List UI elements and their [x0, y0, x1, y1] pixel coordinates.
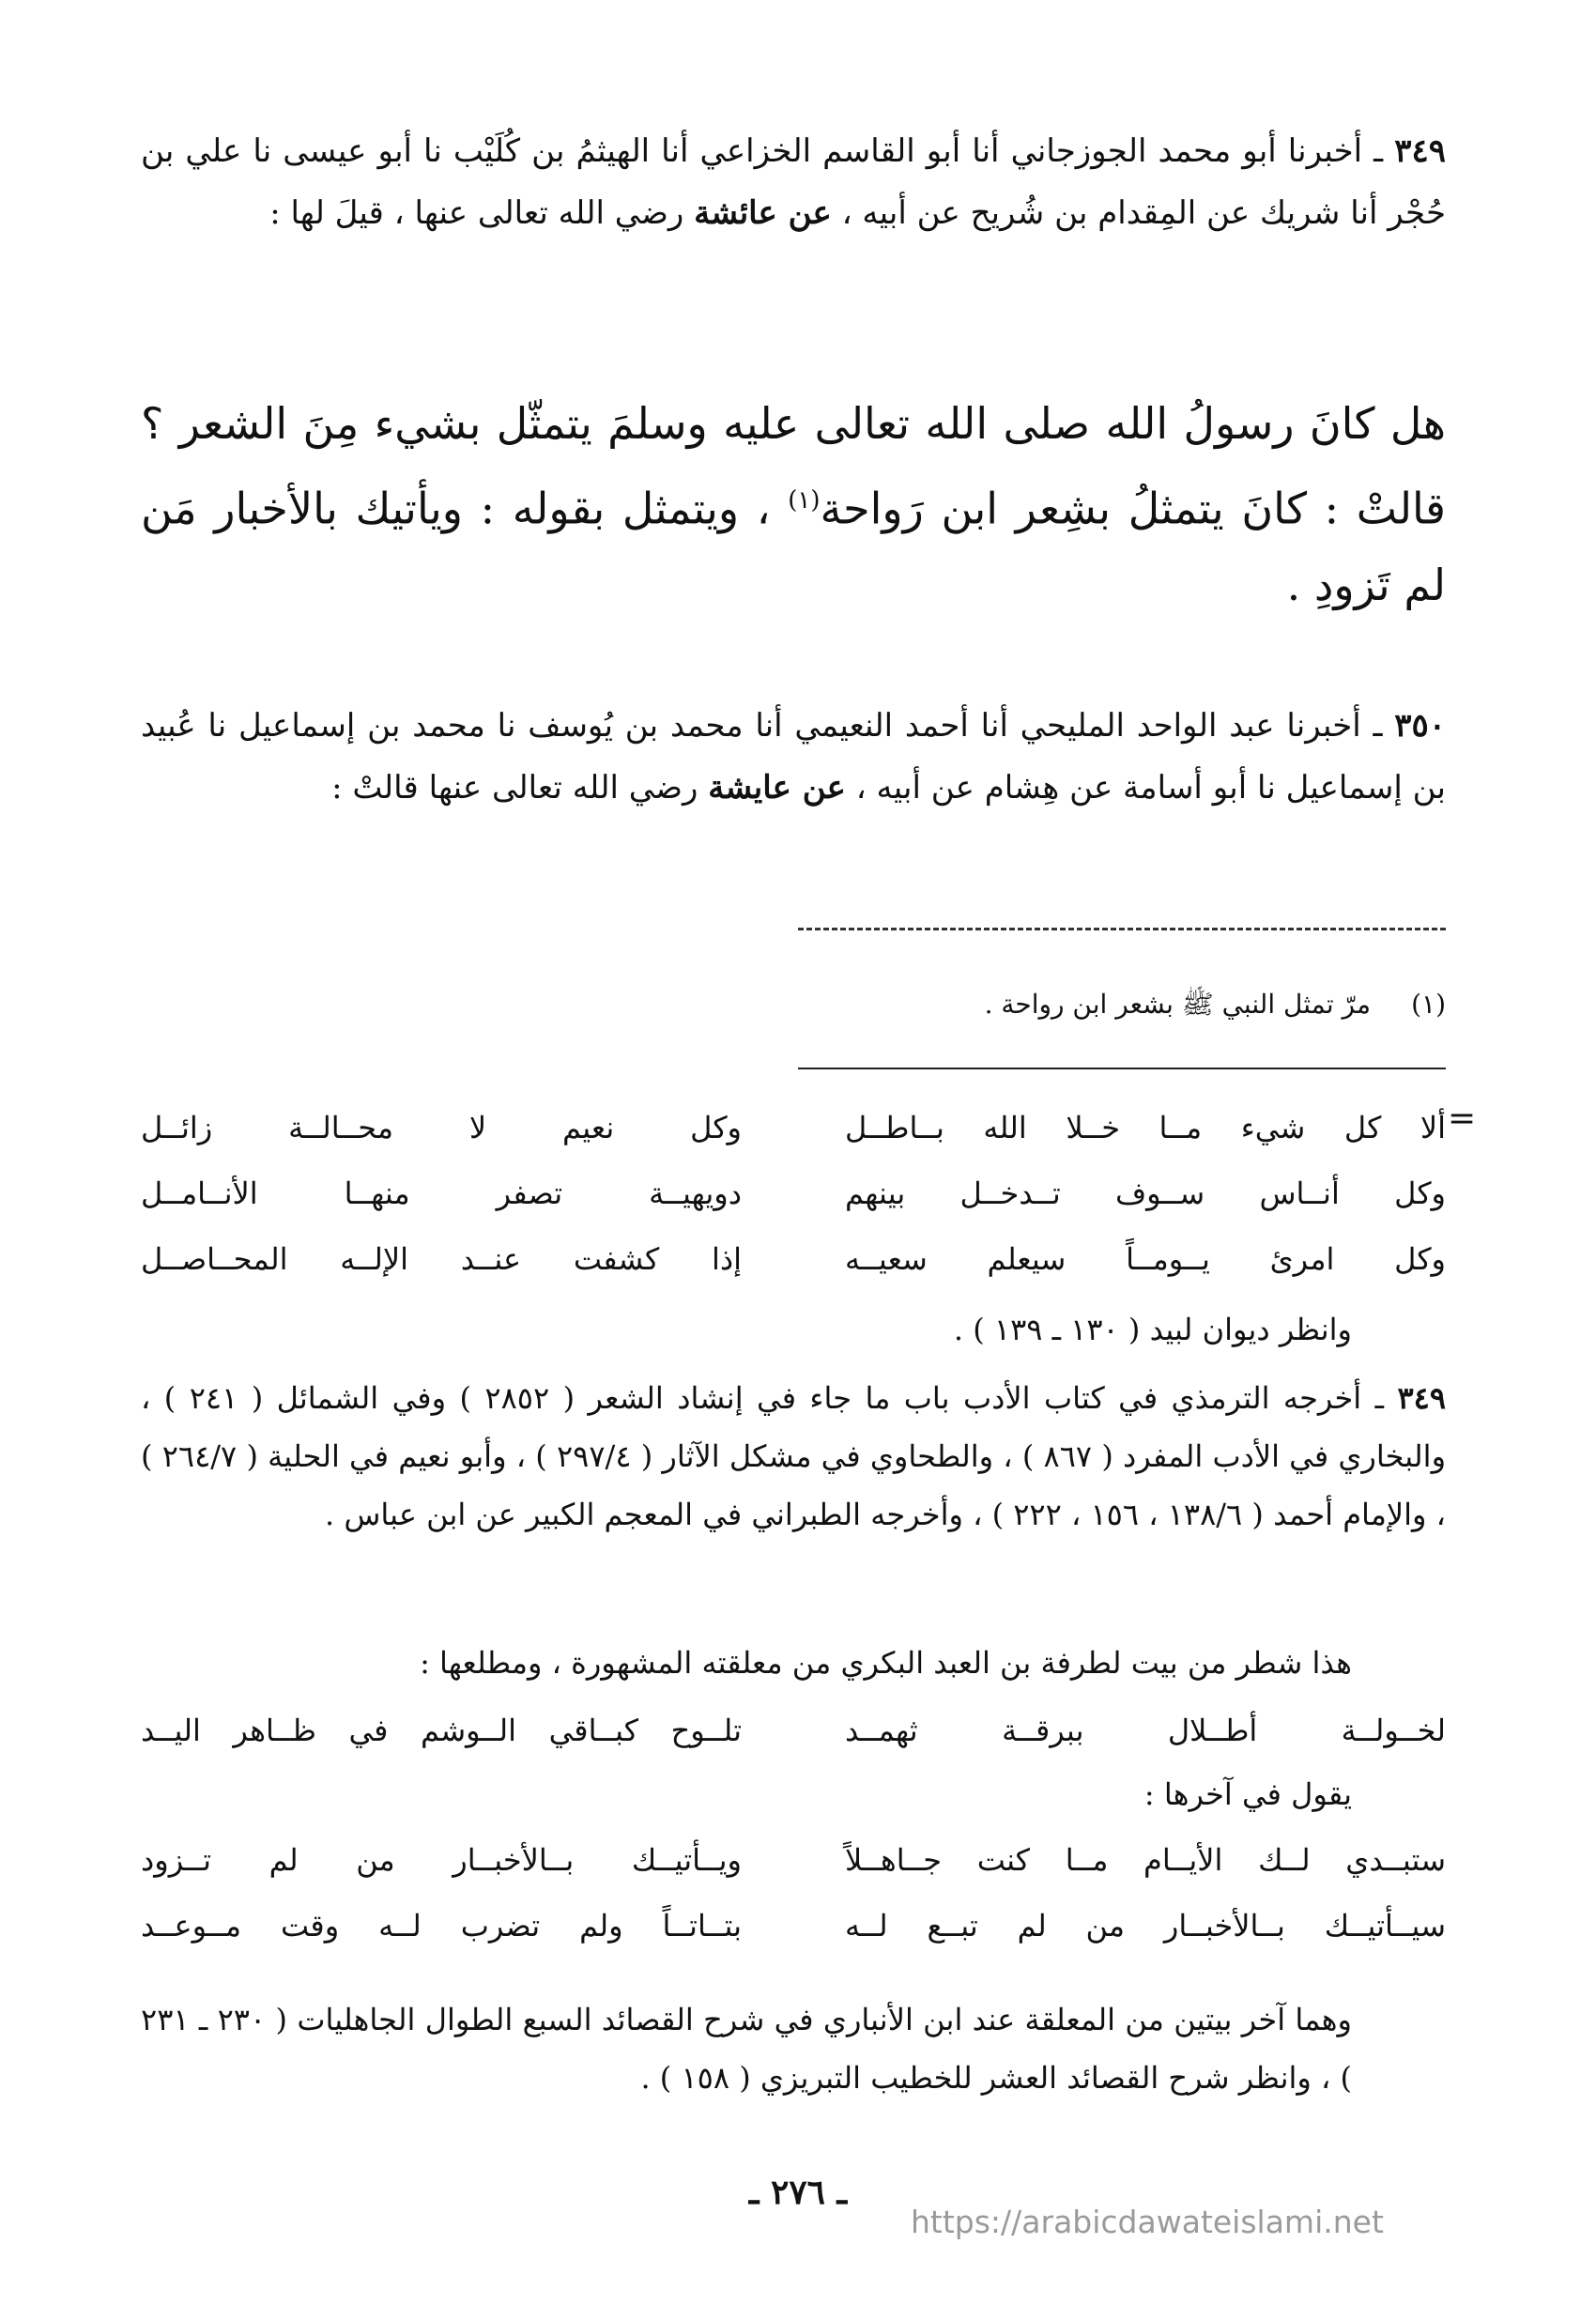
narrator-name: عن عايشة — [708, 769, 846, 807]
takhrij-number: ٣٤٩ — [1397, 1380, 1446, 1416]
verse-second-hemistich: ويــأتيــك بــالأخبــار من لم تــزود — [141, 1842, 742, 1878]
matn-text: هل كانَ رسولُ الله صلى الله تعالى عليه وسلمَ يتمثّل بشيء مِنَ الشعر ؟ قالتْ : كانَ يتمثلُ بشِعر ابن رَواحة — [141, 398, 1446, 534]
verse-second-hemistich: وكل نعيم لا محــالــة زائــل — [141, 1110, 742, 1145]
verse-first-hemistich: ستبــدي لــك الأيــام مــا كنت جــاهــلاً — [845, 1842, 1446, 1878]
verse-first-hemistich: لخــولــة أطــلال ببرقــة ثهمــد — [845, 1713, 1446, 1748]
isnad-text-end: رضي الله تعالى عنها قالتْ : — [331, 769, 709, 807]
note-tarafa: هذا شطر من بيت لطرفة بن العبد البكري من معلقته المشهورة ، ومطلعها : — [420, 1645, 1352, 1681]
verse-second-hemistich: بتــاتــاً ولم تضرب لــه وقت مــوعــد — [141, 1908, 742, 1944]
note-end: يقول في آخرها : — [1143, 1776, 1352, 1812]
poem-verse — [141, 1897, 1446, 1955]
isnad-text-end: رضي الله تعالى عنها ، قيلَ لها : — [269, 194, 695, 232]
footnote-marker: (١) — [1411, 989, 1446, 1020]
verse-second-hemistich: تلــوح كبــاقي الــوشم في ظــاهر اليــد — [141, 1713, 742, 1748]
horizontal-rule — [798, 1068, 1446, 1069]
isnad-text: ـ أخبرنا أبو محمد الجوزجاني أنا أبو القاسم الخزاعي أنا الهيثمُ بن كُلَيْب نا أبو عيسى نا علي بن حُجْر أنا شريك عن المِقدام بن شُريح عن أبيه ، — [141, 132, 1446, 232]
takhrij-text: ـ أخرجه الترمذي في كتاب الأدب باب ما جاء في إنشاد الشعر ( ٢٨٥٢ ) وفي الشمائل ( ٢٤١ ) ، والبخاري في الأدب المفرد ( ٨٦٧ ) ، والطحاوي في مشكل الآثار ( ٢٩٧/٤ ) ، وأبو نعيم في الحلية ( ٢٦٤/٧ ) ، والإمام أحمد ( ١٣٨/٦ ، ١٥٦ ، ٢٢٢ ) ، وأخرجه الطبراني في المعجم الكبير عن ابن عباس . — [141, 1380, 1447, 1532]
poem-verse — [141, 1164, 1446, 1222]
verse-second-hemistich: دويهيــة تصفر منهــا الأنــامــل — [141, 1176, 742, 1211]
dashed-separator — [798, 928, 1446, 930]
hadith-349-isnad — [141, 120, 1446, 244]
verse-first-hemistich: ألا كل شيء مــا خــلا الله بــاطــل — [845, 1110, 1446, 1145]
matn-text-end: ، ويتمثل بقوله : ويأتيك بالأخبار مَن لم تَزودِ . — [141, 483, 1446, 611]
verse-second-hemistich: إذا كشفت عنــد الإلــه المحــاصــل — [141, 1241, 742, 1277]
footnote — [141, 986, 1446, 1023]
footnote-text: مرّ تمثل النبي ﷺ بشعر ابن رواحة . — [984, 989, 1371, 1020]
continuation-mark: = — [1448, 1099, 1477, 1138]
hadith-number: ٣٤٩ — [1394, 132, 1446, 170]
poem-verse — [141, 1230, 1446, 1288]
poem-verse — [141, 1831, 1446, 1889]
poem-verse — [141, 1099, 1446, 1157]
page-number: ـ ٢٧٦ ـ — [748, 2173, 848, 2212]
hadith-349-matn — [141, 385, 1446, 623]
verse-first-hemistich: وكل امرئ يــومــاً سيعلم سعيــه — [845, 1241, 1446, 1277]
narrator-name: عن عائشة — [694, 194, 832, 232]
isnad-text: ـ أخبرنا عبد الواحد المليحي أنا أحمد النعيمي أنا محمد بن يُوسف نا محمد بن إسماعيل نا عُبيد بن إسماعيل نا أبو أسامة عن هِشام عن أبيه ، — [141, 707, 1446, 807]
footnote-reference: (١) — [788, 486, 821, 515]
hadith-350-isnad — [141, 695, 1446, 819]
note-final: وهما آخر بيتين من المعلقة عند ابن الأنباري في شرح القصائد السبع الطوال الجاهليات ( ٢٣٠ ـ ٢٣١ ) ، وانظر شرح القصائد العشر للخطيب التبريزي ( ١٥٨ ) . — [141, 2002, 1353, 2096]
verse-first-hemistich: سيــأتيــك بــالأخبــار من لم تبــع لــه — [845, 1908, 1446, 1944]
note-diwan: وانظر ديوان لبيد ( ١٣٠ ـ ١٣٩ ) . — [953, 1312, 1352, 1347]
takhrij-349 — [141, 1369, 1446, 1544]
watermark-url: https://arabicdawateislami.net — [911, 2204, 1384, 2240]
poem-verse — [141, 1701, 1446, 1759]
verse-first-hemistich: وكل أنــاس ســوف تــدخــل بينهم — [845, 1176, 1446, 1211]
hadith-number: ٣٥٠ — [1394, 707, 1446, 745]
